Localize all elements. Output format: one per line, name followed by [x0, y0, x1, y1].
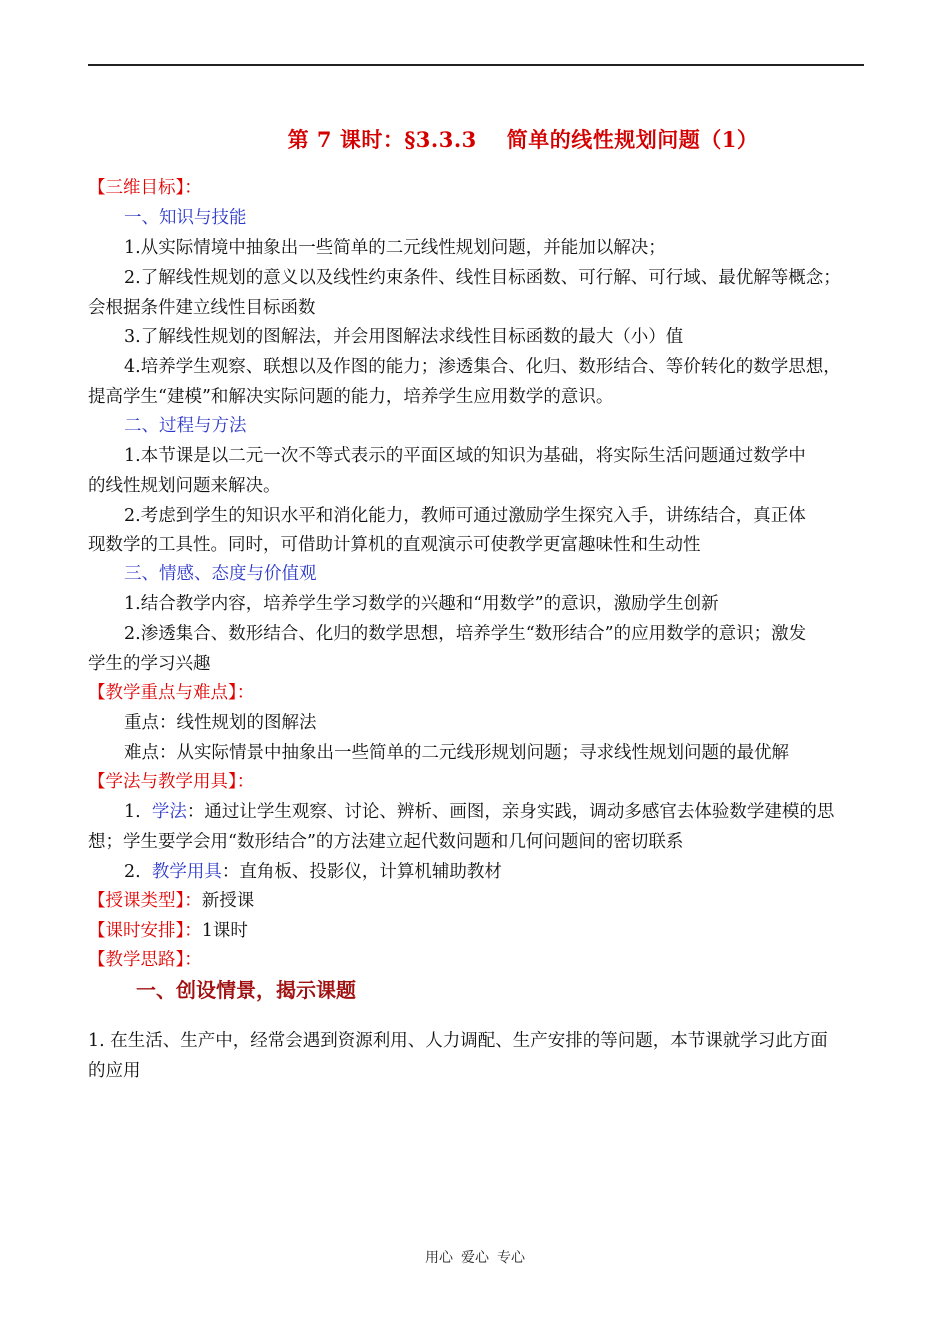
goal1-item1: 1.从实际情境中抽象出一些简单的二元线性规划问题，并能加以解决； — [124, 238, 666, 258]
header-rule — [88, 64, 864, 66]
difficulty: 难点：从实际情景中抽象出一些简单的二元线形规划问题；寻求线性规划问题的最优解 — [124, 743, 789, 763]
goal2-item2-cont: 现数学的工具性。同时，可借助计算机的直观演示可使教学更富趣味性和生动性 — [88, 535, 701, 555]
part1-heading: 一、创设情景，揭示课题 — [136, 978, 356, 1002]
method-item1 — [124, 800, 904, 824]
method-item2-number: 2. — [124, 862, 152, 882]
method-item2-term: 教学用具 — [151, 862, 222, 882]
method-item1-cont: 想；学生要学会用“数形结合”的方法建立起代数问题和几何问题间的密切联系 — [88, 832, 684, 852]
goal1-item4: 4.培养学生观察、联想以及作图的能力；渗透集合、化归、数形结合、等价转化的数学思想， — [124, 357, 841, 377]
goals-label: 【三维目标】： — [88, 178, 202, 198]
key-point: 重点：线性规划的图解法 — [124, 713, 317, 733]
footer-word-1: 用心 — [425, 1250, 453, 1266]
goal2-item1-cont: 的线性规划问题来解决。 — [88, 476, 281, 496]
goal2-heading: 二、过程与方法 — [124, 416, 247, 436]
goal3-item2: 2.渗透集合、数形结合、化归的数学思想，培养学生“数形结合”的应用数学的意识；激发 — [124, 624, 807, 644]
method-item1-number: 1. — [124, 802, 152, 822]
hours-value: 1课时 — [201, 921, 248, 941]
lesson-type — [88, 889, 868, 913]
goal1-item3: 3.了解线性规划的图解法，并会用图解法求线性目标函数的最大（小）值 — [124, 327, 684, 347]
part1-paragraph: 1. 在生活、生产中，经常会遇到资源利用、人力调配、生产安排的等问题，本节课就学习此方面 — [88, 1031, 828, 1051]
hours-label: 【课时安排】： — [88, 921, 202, 941]
footer-word-3: 专心 — [497, 1250, 525, 1266]
lesson-hours — [88, 919, 868, 943]
method-item1-term: 学法 — [151, 802, 187, 822]
goal1-item4-cont: 提高学生“建模”和解决实际问题的能力，培养学生应用数学的意识。 — [88, 387, 614, 407]
page-title — [0, 124, 950, 154]
lesson-topic: 简单的线性规划问题（1） — [506, 127, 759, 152]
goal1-item2: 2.了解线性规划的意义以及线性约束条件、线性目标函数、可行解、可行域、最优解等概念； — [124, 268, 841, 288]
page-footer — [0, 1247, 950, 1267]
method-item2 — [124, 860, 904, 884]
goal3-item1: 1.结合教学内容，培养学生学习数学的兴趣和“用数学”的意识，激励学生创新 — [124, 594, 719, 614]
key-label: 【教学重点与难点】： — [88, 683, 255, 703]
lesson-number: 第 7 课时：§3.3.3 — [287, 127, 477, 152]
goal3-item2-cont: 学生的学习兴趣 — [88, 654, 211, 674]
goal3-heading: 三、情感、态度与价值观 — [124, 564, 317, 584]
goal2-item1: 1.本节课是以二元一次不等式表示的平面区域的知识为基础，将实际生活问题通过数学中 — [124, 446, 806, 466]
method-label: 【学法与教学用具】： — [88, 772, 255, 792]
method-item1-text: ：通过让学生观察、讨论、辨析、画图，亲身实践，调动多感官去体验数学建模的思 — [186, 802, 835, 822]
type-label: 【授课类型】： — [88, 891, 202, 911]
goal2-item2: 2.考虑到学生的知识水平和消化能力，教师可通过激励学生探究入手，讲练结合，真正体 — [124, 506, 806, 526]
part1-paragraph-cont: 的应用 — [88, 1061, 141, 1081]
footer-word-2: 爱心 — [461, 1250, 489, 1266]
type-value: 新授课 — [201, 891, 255, 911]
goal1-heading: 一、知识与技能 — [124, 208, 247, 228]
goal1-item2-cont: 会根据条件建立线性目标函数 — [88, 298, 316, 318]
method-item2-text: ：直角板、投影仪，计算机辅助教材 — [221, 862, 502, 882]
idea-label: 【教学思路】： — [88, 950, 202, 970]
